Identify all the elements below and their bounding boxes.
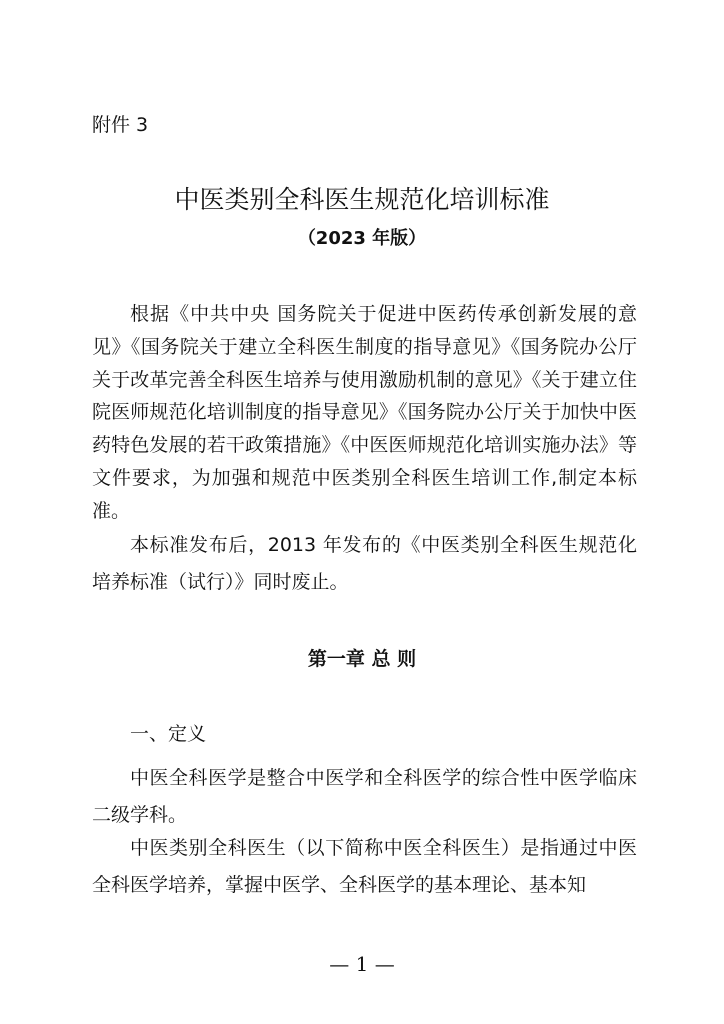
section-heading: 一、定义 bbox=[130, 723, 207, 745]
document-subtitle: （2023 年版） bbox=[297, 228, 427, 249]
definition-paragraph-1: 中医全科医学是整合中医学和全科医学的综合性中医学临床二级学科。 bbox=[92, 767, 637, 826]
page-number: — 1 — bbox=[329, 952, 395, 976]
chapter-heading: 第一章 总 则 bbox=[307, 648, 417, 670]
definition-paragraph-2: 中医类别全科医生（以下简称中医全科医生）是指通过中医全科医学培养，掌握中医学、全科医学的基本理论、基本知 bbox=[92, 837, 637, 896]
attachment-label: 附件 3 bbox=[92, 114, 149, 136]
intro-paragraph-2: 本标准发布后，2013 年发布的《中医类别全科医生规范化培养标准（试行）》同时废止。 bbox=[92, 534, 637, 593]
intro-paragraph-1: 根据《中共中央 国务院关于促进中医药传承创新发展的意见》《国务院关于建立全科医生制度的指导意见》《国务院办公厅关于改革完善全科医生培养与使用激励机制的意见》《关于建立住院医师规范化培训制度的指导意见》《国务院办公厅关于加快中医药特色发展的若干政策措施》《中医医师规范化培训实施办法》等文件要求，为加强和规范中医类别全科医生培训工作,制定本标准。 bbox=[92, 303, 637, 522]
document-title: 中医类别全科医生规范化培训标准 bbox=[174, 185, 550, 214]
